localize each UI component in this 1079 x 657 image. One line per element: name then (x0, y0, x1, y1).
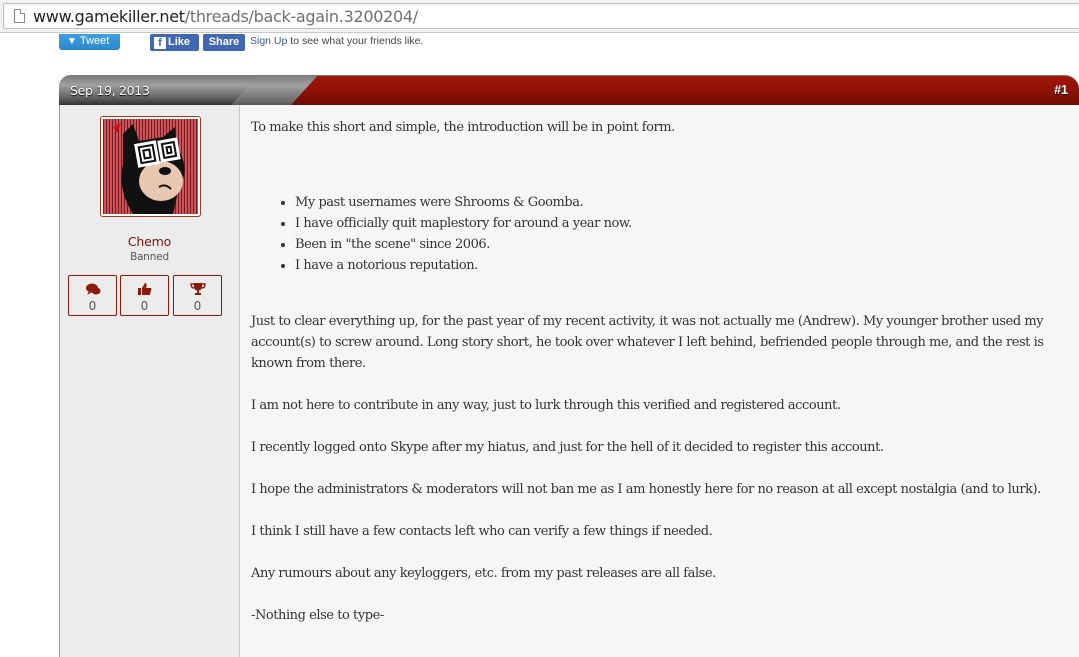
intro-bullet-list (251, 192, 1071, 276)
facebook-share-button[interactable] (203, 34, 245, 51)
social-share-bar (0, 34, 1079, 52)
intro-paragraph: To make this short and simple, the introduction will be in point form. (251, 120, 675, 135)
share-label: Share (208, 36, 240, 48)
signup-text: to see what your friends like. (287, 35, 424, 47)
body-paragraph: I think I still have a few contacts left who can verify a few things if needed. (251, 524, 713, 539)
bullet-item: • Been in "the scene" since 2006. (295, 234, 1071, 255)
message-content (240, 105, 1079, 657)
stat-likes[interactable] (120, 275, 169, 316)
body-paragraph: Any rumours about any keyloggers, etc. from my past releases are all false. (251, 566, 716, 581)
browser-address-bar (0, 0, 1079, 33)
body-paragraph: I recently logged onto Skype after my hiatus, and just for the hell of it decided to register this account. (251, 440, 884, 455)
body-paragraph: -Nothing else to type- (251, 608, 384, 623)
url-field[interactable] (3, 3, 1079, 29)
bullet-item: • My past usernames were Shrooms & Goomba. (295, 192, 1071, 213)
stat-trophies[interactable] (173, 275, 222, 316)
page-icon (14, 9, 25, 23)
body-paragraph: Just to clear everything up, for the past year of my recent activity, it was not actually me (Andrew). My younger brother used my account(s) to screw around. Long story short, he took over whatever I left behind, befriended people through me, and the rest is known from there. (251, 314, 1044, 371)
trophy-icon (190, 282, 206, 296)
url-path: /threads/back-again.3200204/ (184, 7, 418, 26)
likes-icon (137, 282, 153, 296)
post-header (59, 75, 1079, 105)
bullet-item: • I have officially quit maplestory for around a year now. (295, 213, 1071, 234)
messages-icon (85, 282, 101, 296)
stat-messages[interactable] (68, 275, 117, 316)
facebook-signup-text (250, 35, 423, 47)
felix-cat-hypnotized-avatar-icon (103, 119, 198, 214)
bullet-item: • I have a notorious reputation. (295, 255, 1071, 276)
message-text (251, 117, 1071, 626)
username-link[interactable]: Chemo (127, 234, 172, 249)
facebook-like-button[interactable] (150, 34, 199, 51)
body-paragraph: I hope the administrators & moderators will not ban me as I am honestly here for no reason at all except nostalgia (and to lurk). (251, 482, 1041, 497)
signup-link[interactable]: Sign Up (250, 35, 288, 47)
facebook-icon: f (154, 37, 166, 49)
user-title: Banned (130, 251, 169, 263)
post-permalink-number[interactable]: #1 (1054, 83, 1068, 97)
avatar[interactable] (100, 116, 201, 217)
message-user-info (59, 105, 240, 657)
twitter-bird-icon: ▼ (67, 36, 77, 47)
stat-likes-value: 0 (140, 299, 149, 313)
body-paragraph: I am not here to contribute in any way, just to lurk through this verified and registered account. (251, 398, 841, 413)
stat-trophies-value: 0 (193, 299, 202, 313)
tweet-button[interactable] (59, 34, 120, 50)
user-stats (68, 275, 238, 317)
url-domain: www.gamekiller.net (33, 7, 185, 26)
tweet-label: Tweet (79, 35, 110, 47)
stat-messages-value: 0 (88, 299, 97, 313)
post-date[interactable]: Sep 19, 2013 (70, 83, 150, 98)
url-text (33, 7, 418, 26)
like-label: Like (168, 36, 191, 48)
